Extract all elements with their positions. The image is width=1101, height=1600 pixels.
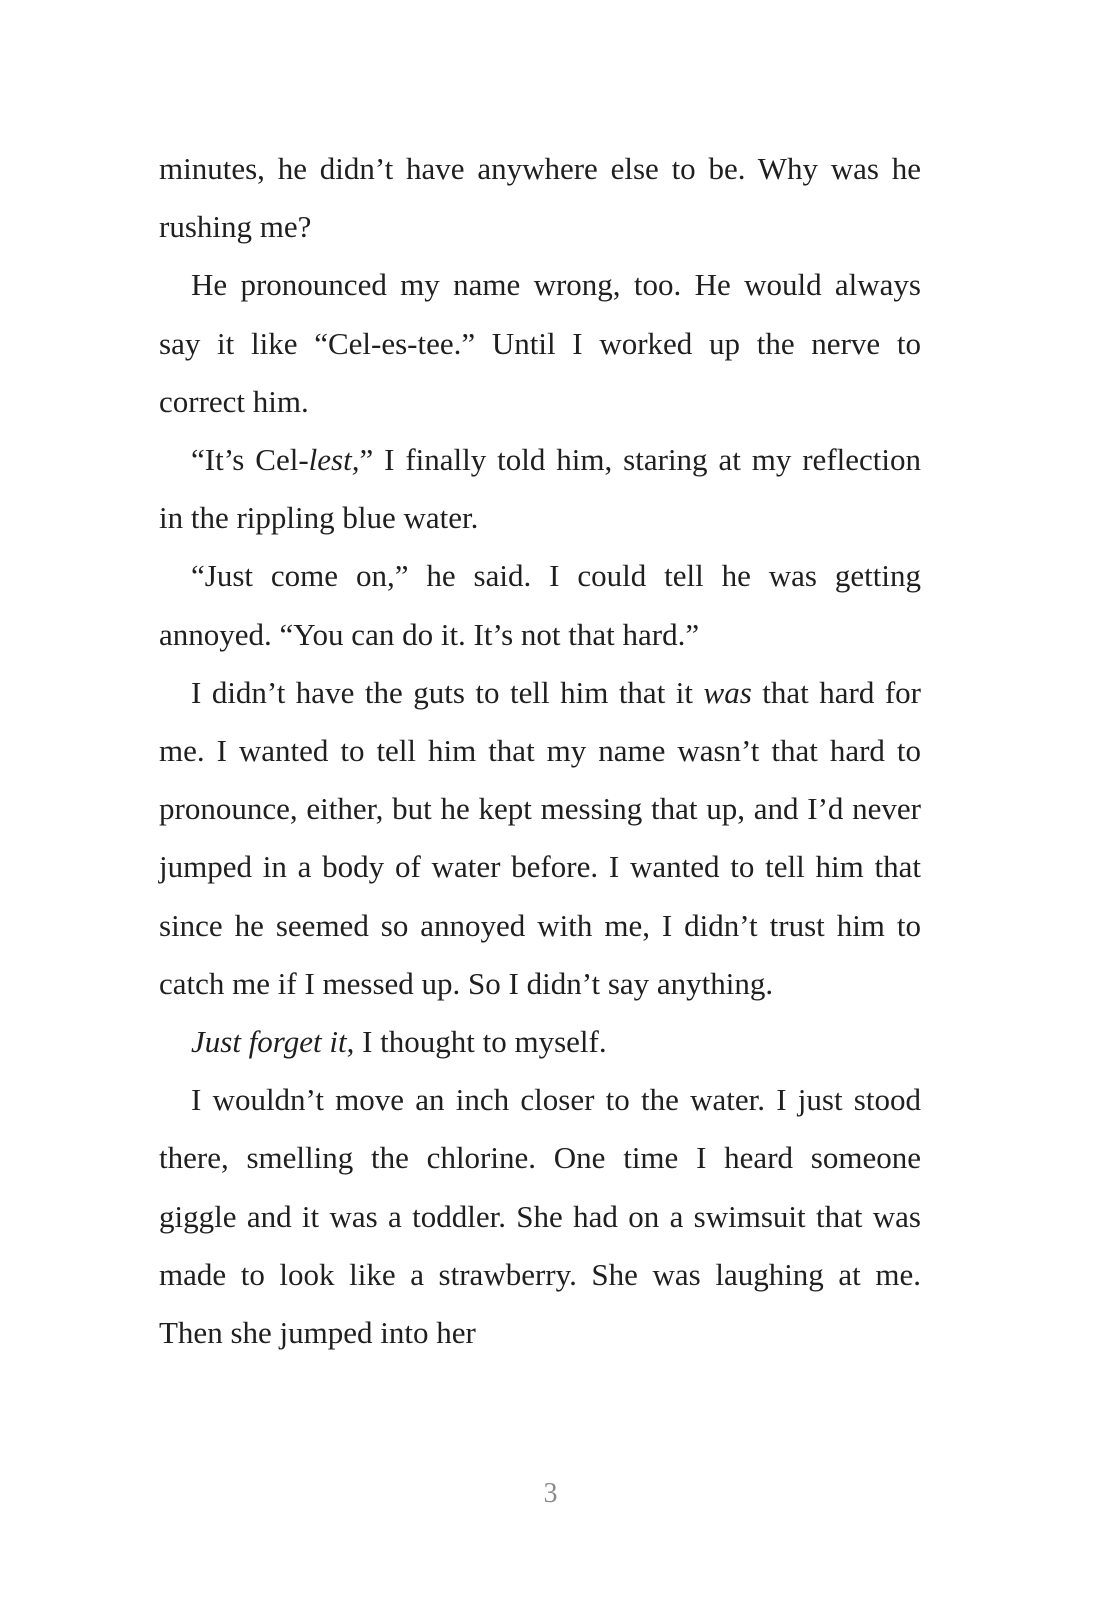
paragraph [159, 1013, 921, 1071]
italic-text-run: was [703, 674, 752, 710]
paragraph [159, 664, 921, 1013]
paragraph [159, 140, 921, 256]
paragraph [159, 1071, 921, 1362]
italic-text-run: lest, [308, 442, 360, 478]
body-text [159, 140, 921, 1362]
text-run: He pronounced my name wrong, too. He would always say it like “Cel-es-tee.” Until I worked up the nerve to correct him. [159, 267, 921, 419]
text-run: , I thought to myself. [346, 1024, 607, 1060]
text-run: “Just come on,” he said. I could tell he was getting annoyed. “You can do it. It’s not that hard.” [159, 558, 921, 652]
text-run: I didn’t have the guts to tell him that it [191, 674, 704, 710]
italic-text-run: Just forget it [191, 1024, 347, 1060]
text-run: ” I finally told him, staring at my reflection in the rippling blue water. [159, 442, 922, 536]
page-number: 3 [543, 1478, 558, 1509]
text-run: I wouldn’t move an inch closer to the water. I just stood there, smelling the chlorine. One time I heard someone giggle and it was a toddler. She had on a swimsuit that was made to look like a strawberry. She was laughing at me. Then she jumped into her [159, 1082, 921, 1351]
paragraph [159, 547, 921, 663]
paragraph [159, 431, 921, 547]
text-run: that hard for me. I wanted to tell him that my name wasn’t that hard to pronounce, either, but he kept messing that up, and I’d never jumped in a body of water before. I wanted to tell him that since he seemed so annoyed with me, I didn’t trust him to catch me if I messed up. So I didn’t say anything. [159, 674, 921, 1001]
text-run: minutes, he didn’t have anywhere else to be. Why was he rushing me? [159, 151, 921, 245]
text-run: “It’s Cel- [191, 442, 309, 478]
paragraph [159, 256, 921, 431]
